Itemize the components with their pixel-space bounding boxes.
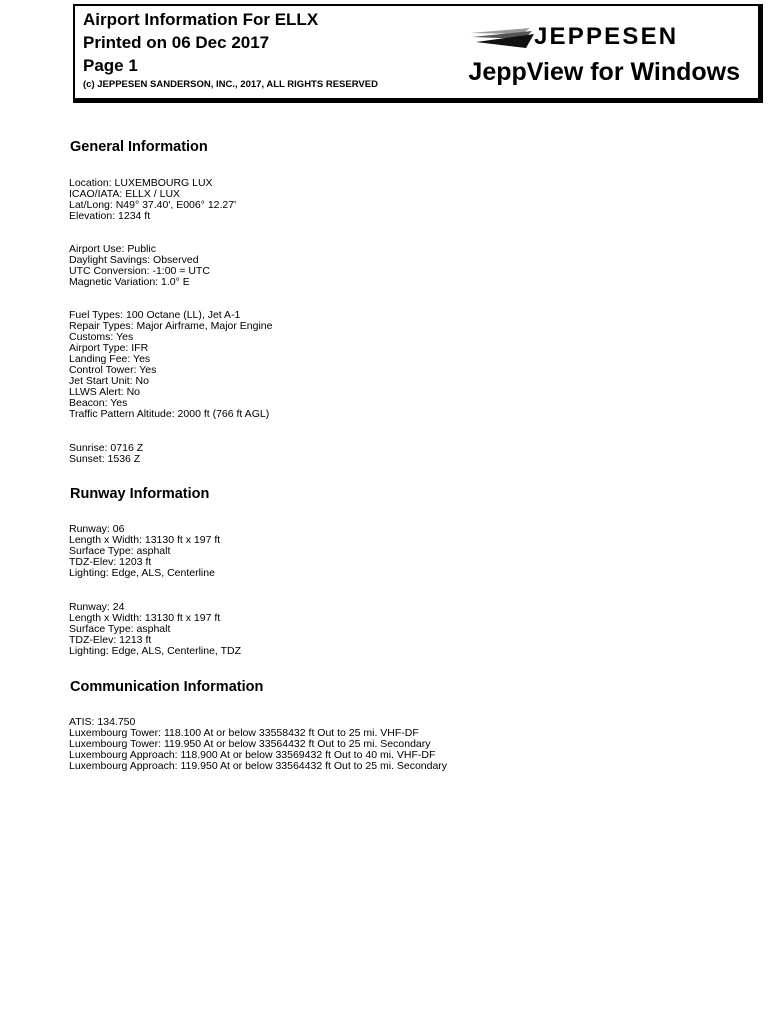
copyright-notice: (c) JEPPESEN SANDERSON, INC., 2017, ALL RIGHTS RESERVED — [83, 79, 378, 90]
communication-information-heading: Communication Information — [70, 679, 264, 695]
magnetic-variation-line: Magnetic Variation: 1.0° E — [69, 276, 190, 288]
page-number: Page 1 — [83, 56, 138, 75]
brand-name: JEPPESEN — [534, 23, 679, 50]
icao-iata-line: ICAO/IATA: ELLX / LUX — [69, 188, 181, 200]
location-block — [69, 178, 236, 222]
utc-conversion-line: UTC Conversion: -1:00 = UTC — [69, 265, 210, 277]
landing-fee-line: Landing Fee: Yes — [69, 353, 151, 365]
traffic-pattern-altitude-line: Traffic Pattern Altitude: 2000 ft (766 ft AGL) — [69, 408, 270, 420]
lat-long-line: Lat/Long: N49° 37.40', E006° 12.27' — [69, 199, 237, 211]
jet-start-unit-line: Jet Start Unit: No — [69, 375, 149, 387]
tdz-elev-line: TDZ-Elev: 1213 ft — [69, 634, 152, 646]
product-name: JeppView for Windows — [468, 58, 740, 86]
airport-type-line: Airport Type: IFR — [69, 342, 149, 354]
daylight-savings-line: Daylight Savings: Observed — [69, 254, 199, 266]
communication-block — [69, 717, 447, 772]
runway-line: Runway: 24 — [69, 601, 125, 613]
printed-date: Printed on 06 Dec 2017 — [83, 33, 270, 52]
runway-24-block — [69, 602, 241, 657]
runway-information-heading: Runway Information — [70, 486, 210, 502]
fuel-types-line: Fuel Types: 100 Octane (LL), Jet A-1 — [69, 309, 241, 321]
lighting-line: Lighting: Edge, ALS, Centerline, TDZ — [69, 645, 241, 657]
customs-line: Customs: Yes — [69, 331, 134, 343]
repair-types-line: Repair Types: Major Airframe, Major Engine — [69, 320, 273, 332]
frequency-line: Luxembourg Approach: 119.950 At or below 33564432 ft Out to 25 mi. Secondary — [69, 760, 448, 772]
tdz-elev-line: TDZ-Elev: 1203 ft — [69, 556, 152, 568]
surface-type-line: Surface Type: asphalt — [69, 623, 171, 635]
frequency-line: Luxembourg Approach: 118.900 At or below 33569432 ft Out to 40 mi. VHF-DF — [69, 749, 436, 761]
jeppesen-swoosh-icon — [468, 22, 534, 52]
surface-type-line: Surface Type: asphalt — [69, 545, 171, 557]
document-title: Airport Information For ELLX — [83, 10, 319, 29]
page-header — [73, 4, 763, 103]
sunrise-line: Sunrise: 0716 Z — [69, 442, 144, 454]
airport-use-block — [69, 244, 210, 288]
elevation-line: Elevation: 1234 ft — [69, 210, 151, 222]
control-tower-line: Control Tower: Yes — [69, 364, 157, 376]
airport-use-line: Airport Use: Public — [69, 243, 156, 255]
runway-06-block — [69, 524, 220, 579]
atis-line: ATIS: 134.750 — [69, 716, 136, 728]
jeppesen-logo — [468, 22, 748, 52]
length-width-line: Length x Width: 13130 ft x 197 ft — [69, 612, 221, 624]
runway-line: Runway: 06 — [69, 523, 125, 535]
llws-alert-line: LLWS Alert: No — [69, 386, 140, 398]
frequency-line: Luxembourg Tower: 118.100 At or below 33558432 ft Out to 25 mi. VHF-DF — [69, 727, 419, 739]
location-line: Location: LUXEMBOURG LUX — [69, 177, 213, 189]
general-information-heading: General Information — [70, 139, 208, 155]
lighting-line: Lighting: Edge, ALS, Centerline — [69, 567, 215, 579]
sun-times-block — [69, 443, 143, 465]
sunset-line: Sunset: 1536 Z — [69, 453, 141, 465]
frequency-line: Luxembourg Tower: 119.950 At or below 33564432 ft Out to 25 mi. Secondary — [69, 738, 431, 750]
facilities-block — [69, 310, 272, 420]
beacon-line: Beacon: Yes — [69, 397, 128, 409]
length-width-line: Length x Width: 13130 ft x 197 ft — [69, 534, 221, 546]
